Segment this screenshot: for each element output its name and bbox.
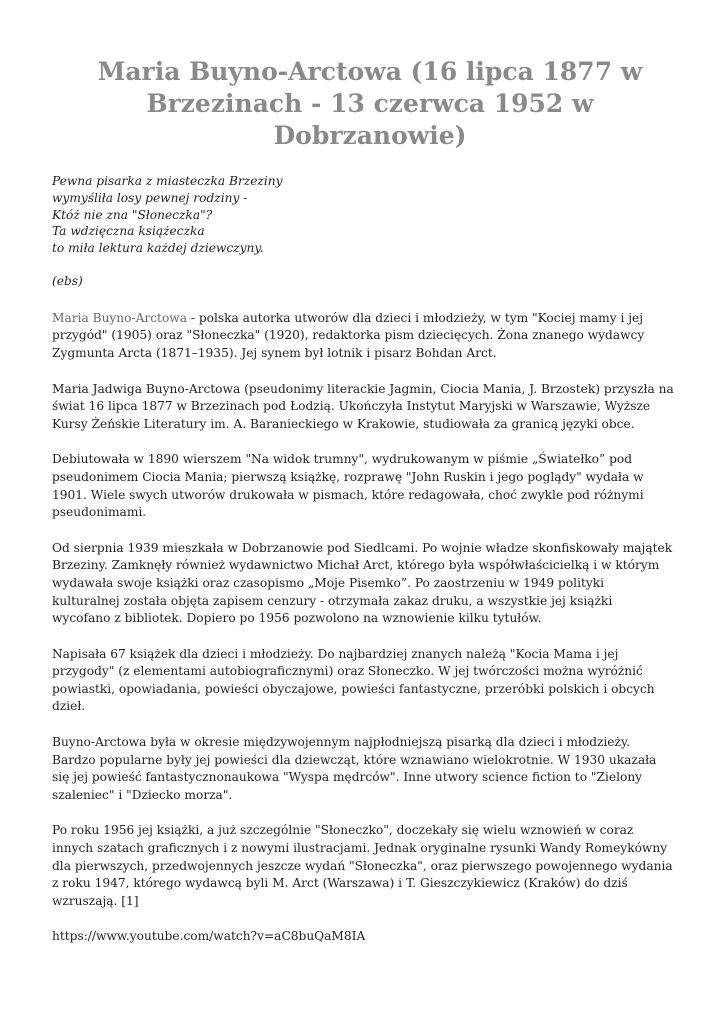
page-title: Maria Buyno-Arctowa (16 lipca 1877 w Brzezinach - 13 czerwca 1952 w Dobrzanowie) <box>97 57 643 150</box>
body-paragraph: Maria Jadwiga Buyno-Arctowa (pseudonimy literackie Jagmin, Ciocia Mania, J. Brzostek) przyszła na świat 16 lipca 1877 w Brzezinach pod Łodzią. Ukończyła Instytut Maryjski w Warszawie, Wyższe Kursy Żeńskie Literatury im. A. Baranieckiego w Krakowie, studiowała za granicą języki obce. <box>52 381 674 431</box>
poem-line: Któż nie zna "Słoneczka"? <box>52 207 213 222</box>
body-paragraph: Napisała 67 książek dla dzieci i młodzieży. Do najbardziej znanych należą "Kocia Mama i jej przygody" (z elementami autobiograficznymi) oraz Słoneczko. W jej twórczości można wyróżnić powiastki, opowiadania, powieści obyczajowe, powieści fantastyczne, przeróbki polskich i obcych dzieł. <box>52 646 655 714</box>
body-paragraph: Po roku 1956 jej książki, a już szczególnie "Słoneczko", doczekały się wielu wznowień w coraz innych szatach graficznych i z nowymi ilustracjami. Jednak oryginalne rysunki Wandy Romeykówny dla pierwszych, przedwojennych jeszcze wydań "Słoneczka", oraz pierwszego powojennego wydania z roku 1947, którego wydawcą byli M. Arct (Warszawa) i T. Gieszczykiewicz (Kraków) do dziś wzruszają. [1] <box>52 823 673 908</box>
author-name: Maria Buyno-Arctowa <box>52 310 187 325</box>
poem-line: to miła lektura każdej dziewczyny. <box>52 241 264 256</box>
body-paragraph: Buyno-Arctowa była w okresie międzywojennym najpłodniejszą pisarką dla dzieci i młodzieży. Bardzo popularne były jej powieści dla dziewcząt, które wznawiano wielokrotnie. W 1930 ukazała się jej powieść fantastycznonaukowa "Wyspa mędrców". Inne utwory science fiction to "Zielony szaleniec" i "Dziecko morza". <box>52 735 657 802</box>
poem-line: Ta wdzięczna książeczka <box>52 224 205 239</box>
poem-signature: (ebs) <box>52 273 83 288</box>
source-url: https://www.youtube.com/watch?v=aC8buQaM8IA <box>52 929 366 944</box>
intro-paragraph <box>52 310 674 363</box>
intro-text: - polska autorka utworów dla dzieci i młodzieży, w tym "Kociej mamy i jej przygód" (1905) oraz "Słoneczka" (1920), redaktorka pism dziecięcych. Żona znanego wydawcy Zygmunta Arcta (1871–1935). Jej synem był lotnik i pisarz Bohdan Arct. <box>52 310 645 360</box>
poem <box>52 173 674 257</box>
document-page <box>52 56 674 946</box>
body-paragraph: Od sierpnia 1939 mieszkała w Dobrzanowie pod Siedlcami. Po wojnie władze skonfiskowały majątek Brzeziny. Zamknęły również wydawnictwo Michał Arct, którego była współwłaścicielką i w którym wydawała swoje książki oraz czasopismo „Moje Pisemko”. Po zaostrzeniu w 1949 polityki kulturalnej została objęta zapisem cenzury - otrzymała zakaz druku, a wszystkie jej książki wycofano z bibliotek. Dopiero po 1956 pozwolono na wznowienie kilku tytułów. <box>52 540 673 626</box>
poem-line: wymyśliła losy pewnej rodziny - <box>52 190 248 205</box>
poem-line: Pewna pisarka z miasteczka Brzeziny <box>52 174 283 188</box>
body-paragraph: Debiutowała w 1890 wierszem "Na widok trumny", wydrukowanym w piśmie „Światełko” pod pseudonimem Ciocia Mania; pierwszą książkę, rozprawę "John Ruskin i jego poglądy" wydała w 1901. Wiele swych utworów drukowała w pismach, które redagowała, choć zwykle pod różnymi pseudonimami. <box>52 452 644 520</box>
